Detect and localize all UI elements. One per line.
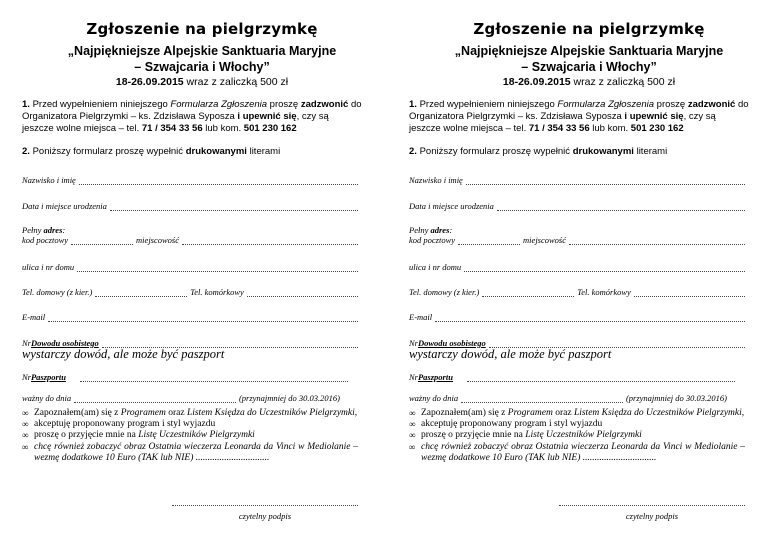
- postal-city-field[interactable]: [22, 235, 358, 245]
- email-field[interactable]: [409, 312, 745, 322]
- decl4-text: chcę również zobaczyć obraz Ostatnia wieczerza Leonarda da Vinci w Mediolanie – wezmę dodatkowe 10 Euro (TAK lub NIE) ...............................: [34, 441, 358, 463]
- id-label-a: Nr: [409, 338, 418, 348]
- address-label-c: :: [449, 225, 453, 235]
- city-input-line[interactable]: [569, 237, 745, 245]
- home-phone-label: Tel. domowy (z kier.): [409, 287, 480, 297]
- infinity-bullet-icon: ∞: [22, 408, 29, 418]
- birth-field[interactable]: [409, 201, 745, 211]
- decl1-e: ,: [354, 408, 358, 418]
- decl1-program: Programem: [120, 408, 166, 418]
- valid-input-line[interactable]: [461, 395, 623, 403]
- id-label-a: Nr: [22, 338, 31, 348]
- infinity-bullet-icon: ∞: [409, 408, 416, 418]
- email-input-line[interactable]: [48, 314, 358, 322]
- postal-input-line[interactable]: [71, 237, 133, 245]
- mobile-number: 501 230 162: [243, 123, 297, 134]
- birth-input-line[interactable]: [110, 203, 358, 211]
- declarations-list: [409, 408, 745, 464]
- mobile-input-line[interactable]: [634, 289, 745, 297]
- address-label-b: adres: [43, 225, 63, 235]
- subtitle-line-2: – Szwajcaria i Włochy”: [134, 60, 270, 74]
- pilgrimage-dates: [22, 76, 382, 88]
- instr1-text-e: do Organizatora Pielgrzymki – ks. Zdzisława Syposza: [22, 99, 362, 122]
- infinity-bullet-icon: ∞: [409, 430, 416, 441]
- valid-note: (przynajmniej do 30.03.2016): [238, 393, 340, 403]
- declaration-program[interactable]: [409, 408, 745, 419]
- declarations-list: [22, 408, 358, 464]
- street-label: ulica i nr domu: [409, 262, 462, 272]
- birth-label: Data i miejsce urodzenia: [409, 201, 494, 211]
- street-input-line[interactable]: [464, 264, 745, 272]
- street-field[interactable]: [409, 262, 745, 272]
- address-label-b: adres: [430, 225, 450, 235]
- postal-city-field[interactable]: [409, 235, 745, 245]
- declaration-leonardo[interactable]: [409, 442, 745, 464]
- id-label-b: Dowodu osobistego: [30, 338, 99, 348]
- home-phone-label: Tel. domowy (z kier.): [22, 287, 93, 297]
- pilgrimage-dates: [409, 76, 768, 88]
- deposit-text: wraz z zaliczką 500 zł: [570, 76, 676, 88]
- email-label: E-mail: [409, 312, 433, 322]
- postal-label: kod pocztowy: [22, 235, 69, 245]
- instr1-text-c: proszę: [654, 99, 688, 110]
- instr1-confirm: i upewnić się: [624, 111, 684, 122]
- mobile-input-line[interactable]: [247, 289, 358, 297]
- declaration-list[interactable]: [22, 430, 358, 441]
- name-input-line[interactable]: [79, 177, 358, 185]
- decl3-a: proszę o przyjęcie mnie na: [421, 430, 526, 441]
- name-label: Nazwisko i imię: [22, 175, 76, 185]
- form-title: Zgłoszenie na pielgrzymkę: [86, 20, 318, 38]
- instr1-text-e: do Organizatora Pielgrzymki – ks. Zdzisława Syposza: [409, 99, 749, 122]
- instr1-text-a: Przed wypełnieniem niniejszego: [416, 99, 558, 110]
- mobile-label: Tel. komórkowy: [190, 287, 244, 297]
- address-heading: [409, 225, 452, 235]
- decl2-text: akceptuję proponowany program i styl wyjazdu: [421, 419, 603, 430]
- home-phone-input-line[interactable]: [482, 289, 574, 297]
- postal-label: kod pocztowy: [409, 235, 456, 245]
- instr2-letters: literami: [246, 146, 281, 157]
- infinity-bullet-icon: ∞: [22, 419, 29, 430]
- decl1-program: Programem: [507, 408, 553, 418]
- id-note: wystarczy dowód, ale może być paszport: [22, 347, 225, 361]
- decl1-letter: Listem Księdza do Uczestników Pielgrzymki: [186, 408, 355, 418]
- address-label-a: Pełny: [409, 225, 431, 235]
- subtitle-line-2: – Szwajcaria i Włochy”: [521, 60, 657, 74]
- decl3-list: Listę Uczestników Pielgrzymki: [138, 430, 255, 441]
- decl1-e: ,: [741, 408, 745, 418]
- name-input-line[interactable]: [466, 177, 745, 185]
- phone-number: 71 / 354 33 56: [141, 123, 203, 134]
- passport-label-a: Nr: [409, 372, 418, 382]
- valid-field[interactable]: [22, 393, 340, 403]
- phone-field[interactable]: [22, 287, 358, 297]
- decl2-text: akceptuję proponowany program i styl wyjazdu: [34, 419, 216, 430]
- infinity-bullet-icon: ∞: [409, 441, 416, 452]
- instruction-call: [22, 99, 362, 135]
- postal-input-line[interactable]: [458, 237, 520, 245]
- valid-note: (przynajmniej do 30.03.2016): [625, 393, 727, 403]
- signature-line[interactable]: [559, 505, 745, 506]
- name-label: Nazwisko i imię: [409, 175, 463, 185]
- decl1-a: Zapoznałem(am) się z: [421, 408, 508, 418]
- passport-input-line[interactable]: [467, 374, 735, 382]
- declaration-leonardo[interactable]: [22, 442, 358, 464]
- passport-field[interactable]: [409, 372, 735, 382]
- decl1-c: oraz: [552, 408, 574, 418]
- instr1-text-i: lub kom.: [202, 123, 244, 134]
- instruction-print: [409, 146, 749, 157]
- valid-input-line[interactable]: [74, 395, 236, 403]
- street-label: ulica i nr domu: [22, 262, 75, 272]
- declaration-list[interactable]: [409, 430, 745, 441]
- instr1-text-i: lub kom.: [589, 123, 631, 134]
- valid-field[interactable]: [409, 393, 727, 403]
- street-input-line[interactable]: [77, 264, 358, 272]
- decl4-text: chcę również zobaczyć obraz Ostatnia wieczerza Leonarda da Vinci w Mediolanie – wezmę dodatkowe 10 Euro (TAK lub NIE) ...............................: [421, 441, 745, 463]
- signature-line[interactable]: [172, 505, 358, 506]
- subtitle-line-1: „Najpiękniejsze Alpejskie Sanktuaria Maryjne: [67, 44, 337, 58]
- address-heading: [22, 225, 65, 235]
- passport-label-a: Nr: [22, 372, 31, 382]
- id-label-b: Dowodu osobistego: [417, 338, 486, 348]
- instr1-text-a: Przed wypełnieniem niniejszego: [29, 99, 171, 110]
- form-copy-right: [409, 0, 768, 543]
- address-label-a: Pełny: [22, 225, 44, 235]
- name-field[interactable]: [409, 175, 745, 185]
- decl3-list: Listę Uczestników Pielgrzymki: [525, 430, 642, 441]
- instr2-number: 2.: [22, 146, 30, 157]
- city-label: miejscowość: [136, 235, 180, 245]
- phone-number: 71 / 354 33 56: [528, 123, 590, 134]
- subtitle-line-1: „Najpiękniejsze Alpejskie Sanktuaria Maryjne: [454, 44, 724, 58]
- birth-field[interactable]: [22, 201, 358, 211]
- instr2-number: 2.: [409, 146, 417, 157]
- signature-label: czytelny podpis: [238, 511, 292, 521]
- instr1-text-c: proszę: [267, 99, 301, 110]
- instr2-text: Poniższy formularz proszę wypełnić: [416, 146, 573, 157]
- instr1-number: 1.: [22, 99, 30, 110]
- instr2-letters: literami: [633, 146, 668, 157]
- birth-input-line[interactable]: [497, 203, 745, 211]
- passport-label-b: Paszportu: [30, 372, 66, 382]
- passport-input-line[interactable]: [80, 374, 348, 382]
- declaration-program[interactable]: [22, 408, 358, 419]
- decl1-c: oraz: [165, 408, 187, 418]
- dates-range: 18-26.09.2015: [115, 76, 184, 88]
- form-subtitle: [22, 43, 382, 75]
- infinity-bullet-icon: ∞: [22, 430, 29, 441]
- instr2-print: drukowanymi: [572, 146, 634, 157]
- id-note: wystarczy dowód, ale może być paszport: [409, 347, 612, 361]
- mobile-number: 501 230 162: [630, 123, 684, 134]
- instr1-form-name: Formularza Zgłoszenia: [557, 99, 655, 110]
- birth-label: Data i miejsce urodzenia: [22, 201, 107, 211]
- declaration-accept[interactable]: [409, 419, 745, 430]
- valid-label: ważny do dnia: [22, 393, 72, 403]
- instr1-number: 1.: [409, 99, 417, 110]
- signature-label: czytelny podpis: [625, 511, 679, 521]
- instruction-call: [409, 99, 749, 135]
- form-title: Zgłoszenie na pielgrzymkę: [473, 20, 705, 38]
- passport-label-b: Paszportu: [417, 372, 453, 382]
- form-copy-left: [22, 0, 382, 543]
- instr2-text: Poniższy formularz proszę wypełnić: [29, 146, 186, 157]
- infinity-bullet-icon: ∞: [22, 441, 29, 452]
- decl1-letter: Listem Księdza do Uczestników Pielgrzymki: [573, 408, 742, 418]
- city-input-line[interactable]: [182, 237, 358, 245]
- instr2-print: drukowanymi: [185, 146, 247, 157]
- deposit-text: wraz z zaliczką 500 zł: [183, 76, 289, 88]
- phone-field[interactable]: [409, 287, 745, 297]
- email-label: E-mail: [22, 312, 46, 322]
- instr1-call: zadzwonić: [300, 99, 349, 110]
- name-field[interactable]: [22, 175, 358, 185]
- email-input-line[interactable]: [435, 314, 745, 322]
- city-label: miejscowość: [523, 235, 567, 245]
- instruction-print: [22, 146, 362, 157]
- dates-range: 18-26.09.2015: [502, 76, 571, 88]
- valid-label: ważny do dnia: [409, 393, 459, 403]
- decl3-a: proszę o przyjęcie mnie na: [34, 430, 139, 441]
- form-subtitle: [409, 43, 768, 75]
- instr1-call: zadzwonić: [687, 99, 736, 110]
- mobile-label: Tel. komórkowy: [577, 287, 631, 297]
- instr1-confirm: i upewnić się: [237, 111, 297, 122]
- email-field[interactable]: [22, 312, 358, 322]
- decl1-a: Zapoznałem(am) się z: [34, 408, 121, 418]
- instr1-text-g: , czy są jeszcze wolne miejsca – tel.: [409, 111, 716, 134]
- street-field[interactable]: [22, 262, 358, 272]
- home-phone-input-line[interactable]: [95, 289, 187, 297]
- instr1-form-name: Formularza Zgłoszenia: [170, 99, 268, 110]
- passport-field[interactable]: [22, 372, 348, 382]
- address-label-c: :: [62, 225, 66, 235]
- infinity-bullet-icon: ∞: [409, 419, 416, 430]
- instr1-text-g: , czy są jeszcze wolne miejsca – tel.: [22, 111, 329, 134]
- declaration-accept[interactable]: [22, 419, 358, 430]
